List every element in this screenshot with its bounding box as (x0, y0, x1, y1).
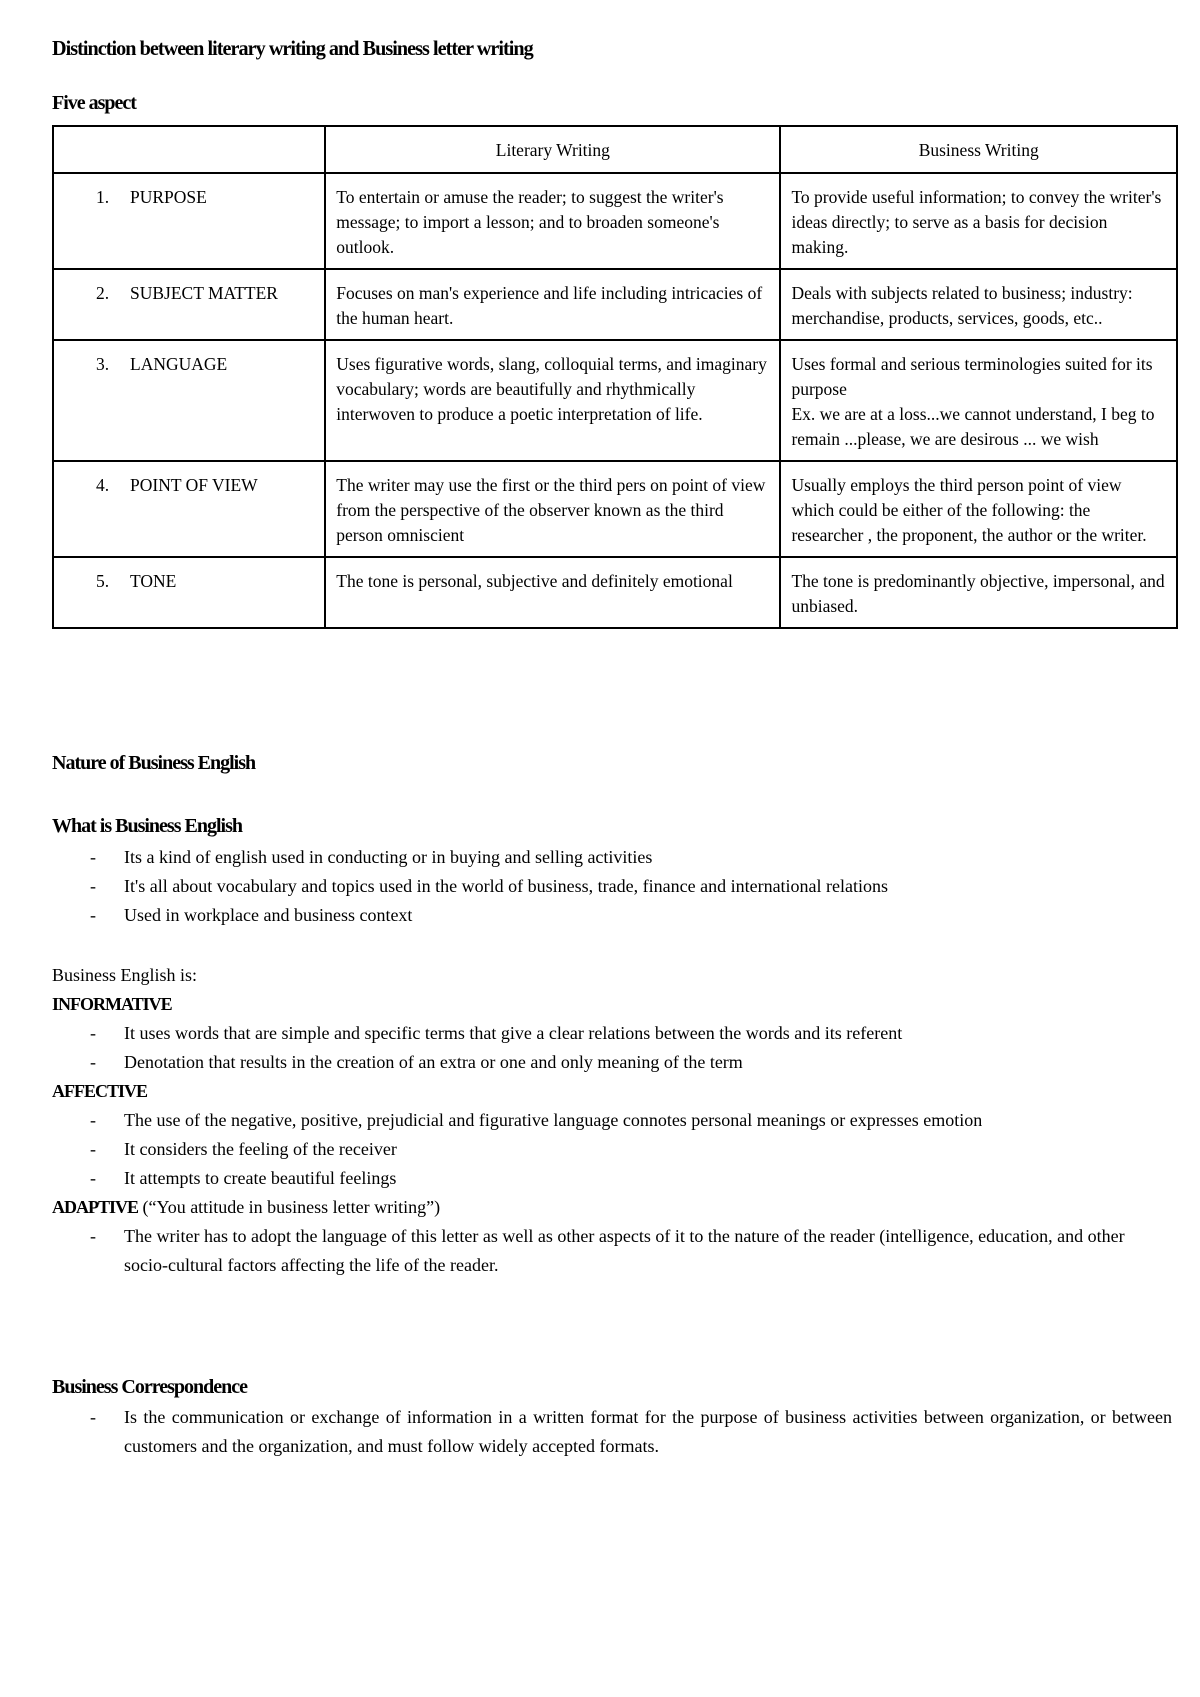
row-number: 1. (96, 187, 110, 207)
what-list (52, 843, 1172, 930)
literary-cell: The writer may use the first or the third pers on point of view from the perspective of the observer known as the third person omniscient (325, 461, 780, 557)
list-item: - Denotation that results in the creation of an extra or one and only meaning of the term (52, 1048, 1172, 1077)
comparison-table (52, 125, 1178, 629)
aspect-label: PURPOSE (130, 187, 207, 207)
adaptive-list (52, 1222, 1172, 1280)
row-number: 4. (96, 475, 110, 495)
business-cell: The tone is predominantly objective, impersonal, and unbiased. (780, 557, 1177, 628)
affective-label: AFFECTIVE (52, 1081, 148, 1101)
list-item: - It attempts to create beautiful feelings (52, 1164, 1172, 1193)
list-item: - The use of the negative, positive, prejudicial and figurative language connotes personal meanings or expresses emotion (52, 1106, 1172, 1135)
table-row (53, 340, 1177, 461)
correspondence-block (52, 1403, 1172, 1461)
business-cell (780, 340, 1177, 461)
informative-label: INFORMATIVE (52, 994, 172, 1014)
literary-cell: Focuses on man's experience and life including intricacies of the human heart. (325, 269, 780, 340)
list-item: - Is the communication or exchange of information in a written format for the purpose of business activities between organization, or between customers and the organization, and must follow widely accepted formats. (52, 1403, 1172, 1461)
correspondence-list (52, 1403, 1172, 1461)
list-item: - It's all about vocabulary and topics used in the world of business, trade, finance and international relations (52, 872, 1172, 901)
list-item: - Used in workplace and business context (52, 901, 1172, 930)
header-literary: Literary Writing (325, 126, 780, 173)
adaptive-label: ADAPTIVE (52, 1197, 139, 1217)
business-cell-example: Ex. we are at a loss...we cannot understand, I beg to remain ...please, we are desirous ... we wish (791, 404, 1155, 449)
business-cell: Usually employs the third person point of view which could be either of the following: the researcher , the proponent, the author or the writer. (780, 461, 1177, 557)
nature-details (52, 961, 1172, 1280)
business-cell-text: Uses formal and serious terminologies suited for its purpose (791, 354, 1153, 399)
header-aspect (53, 126, 325, 173)
literary-cell: Uses figurative words, slang, colloquial terms, and imaginary vocabulary; words are beautifully and rhythmically interwoven to produce a poetic interpretation of life. (325, 340, 780, 461)
list-item: - The writer has to adopt the language of this letter as well as other aspects of it to the nature of the reader (intelligence, education, and other socio-cultural factors affecting the life of the reader. (52, 1222, 1172, 1280)
row-number: 5. (96, 571, 110, 591)
literary-cell: To entertain or amuse the reader; to suggest the writer's message; to import a lesson; and to broaden someone's outlook. (325, 173, 780, 269)
nature-heading: Nature of Business English (52, 752, 256, 774)
business-english-intro: Business English is: (52, 965, 198, 985)
business-cell: To provide useful information; to convey the writer's ideas directly; to serve as a basis for decision making. (780, 173, 1177, 269)
business-cell: Deals with subjects related to business; industry: merchandise, products, services, goods, etc.. (780, 269, 1177, 340)
informative-list (52, 1019, 1172, 1077)
table-header-row (53, 126, 1177, 173)
table-row (53, 557, 1177, 628)
aspect-cell (53, 461, 325, 557)
row-number: 2. (96, 283, 110, 303)
table-row (53, 269, 1177, 340)
aspect-label: LANGUAGE (130, 354, 228, 374)
aspect-label: POINT OF VIEW (130, 475, 258, 495)
table-heading: Five aspect (52, 92, 136, 114)
table-row (53, 461, 1177, 557)
list-item: - Its a kind of english used in conducting or in buying and selling activities (52, 843, 1172, 872)
what-list-block (52, 843, 1172, 930)
table-row (53, 173, 1177, 269)
aspect-cell (53, 269, 325, 340)
aspect-cell (53, 340, 325, 461)
aspect-cell (53, 173, 325, 269)
adaptive-note: (“You attitude in business letter writing”) (138, 1197, 441, 1217)
list-item: - It considers the feeling of the receiver (52, 1135, 1172, 1164)
page-title: Distinction between literary writing and Business letter writing (52, 36, 533, 60)
what-heading: What is Business English (52, 815, 242, 837)
adaptive-line (52, 1193, 1172, 1222)
list-item: - It uses words that are simple and specific terms that give a clear relations between the words and its referent (52, 1019, 1172, 1048)
aspect-cell (53, 557, 325, 628)
literary-cell: The tone is personal, subjective and definitely emotional (325, 557, 780, 628)
header-business: Business Writing (780, 126, 1177, 173)
affective-list (52, 1106, 1172, 1193)
correspondence-heading: Business Correspondence (52, 1376, 247, 1398)
aspect-label: SUBJECT MATTER (130, 283, 278, 303)
row-number: 3. (96, 354, 110, 374)
aspect-label: TONE (130, 571, 177, 591)
